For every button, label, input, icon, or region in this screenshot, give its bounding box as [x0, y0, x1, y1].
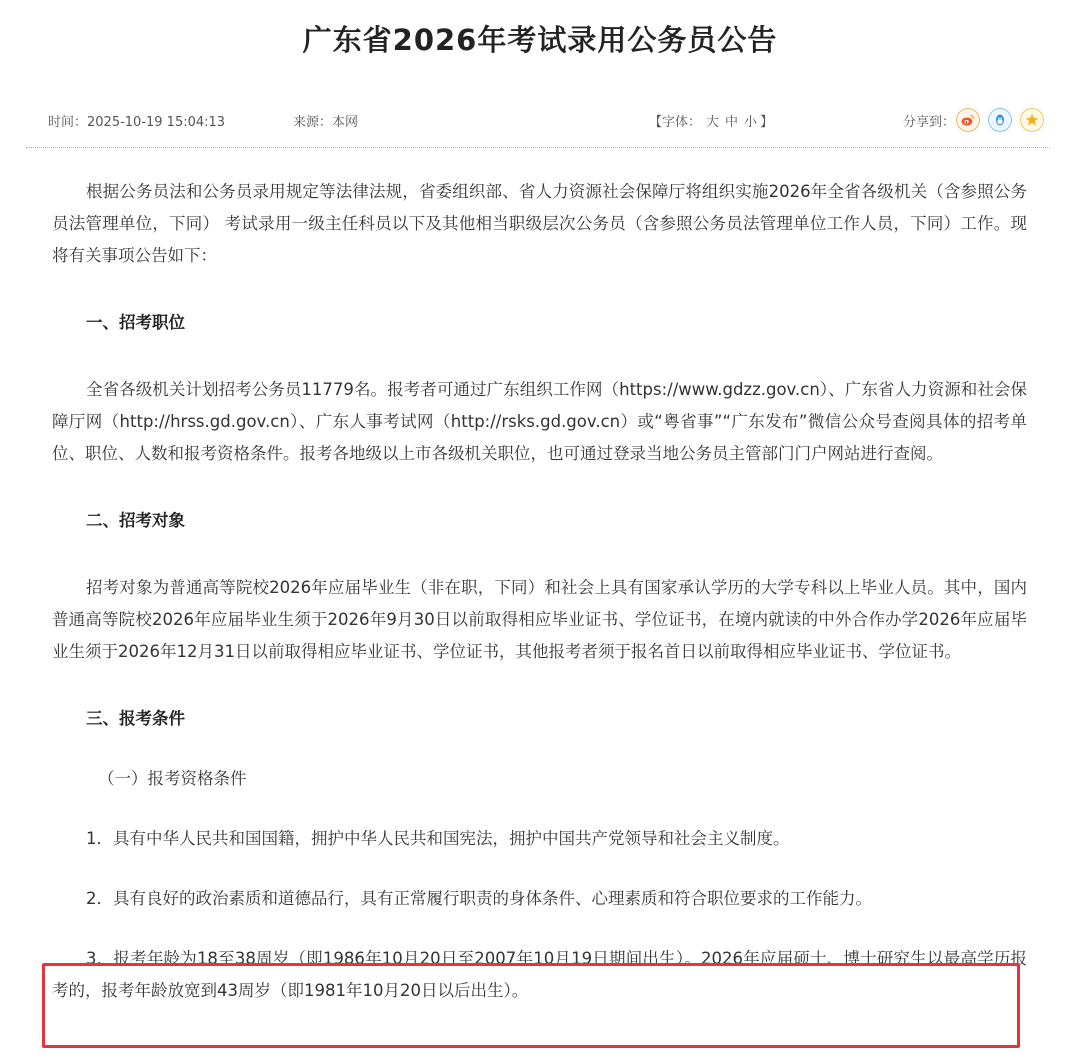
section-paragraph: 招考对象为普通高等院校2026年应届毕业生（非在职，下同）和社会上具有国家承认学历的大学专科以上毕业人员。其中，国内普通高等院校2026年应届毕业生须于2026年9月30日以前取得相应毕业证书、学位证书，在境内就读的中外合作办学2026年应届毕业生须于2026年12月31日以前取得相应毕业证书、学位证书，其他报考者须于报名首日以前取得相应毕业证书、学位证书。 [52, 578, 1027, 661]
qq-icon[interactable] [988, 108, 1012, 132]
share-label: 分享到： [903, 115, 956, 130]
publish-time: 时间：2025-10-19 15:04:13 [48, 115, 226, 130]
meta-divider [26, 147, 1050, 148]
favorite-icon[interactable] [1020, 108, 1044, 132]
section-heading: 三、报考条件 [86, 709, 185, 728]
section-heading: 一、招考职位 [86, 313, 185, 332]
font-size-small[interactable]: 小 [744, 115, 758, 130]
weibo-icon[interactable] [956, 108, 980, 132]
font-size-label: 【字体： [649, 115, 702, 130]
article-meta [0, 108, 1080, 130]
list-item-highlighted: 3．报考年龄为18至38周岁（即1986年10月20日至2007年10月19日期间出生）。2026年应届硕士、博士研究生以最高学历报考的，报考年龄放宽到43周岁（即1981年10月20日以后出生）。 [52, 949, 1027, 1000]
page-title: 广东省2026年考试录用公务员公告 [302, 23, 778, 57]
section-heading: 二、招考对象 [86, 511, 185, 530]
font-size-close: 】 [760, 115, 774, 130]
list-item: 1．具有中华人民共和国国籍，拥护中华人民共和国宪法，拥护中国共产党领导和社会主义制度。 [86, 829, 790, 848]
intro-paragraph: 根据公务员法和公务员录用规定等法律法规，省委组织部、省人力资源社会保障厅将组织实施2026年全省各级机关（含参照公务员法管理单位，下同） 考试录用一级主任科员以下及其他相当职级层次公务员（含参照公务员法管理单位工作人员，下同）工作。现将有关事项公告如下： [52, 182, 1027, 265]
article-source: 来源：本网 [293, 115, 359, 130]
highlight-box [42, 963, 1020, 1048]
font-size-large[interactable]: 大 [706, 115, 720, 130]
subsection-heading: （一）报考资格条件 [98, 769, 247, 788]
list-item: 2．具有良好的政治素质和道德品行，具有正常履行职责的身体条件、心理素质和符合职位要求的工作能力。 [86, 889, 872, 908]
font-size-selector [649, 111, 775, 130]
section-paragraph: 全省各级机关计划招考公务员11779名。报考者可通过广东组织工作网（https://www.gdzz.gov.cn）、广东省人力资源和社会保障厅网（http://hrss.gd.gov.cn）、广东人事考试网（http://rsks.gd.gov.cn）或“粤省事”“广东发布”微信公众号查阅具体的招考单位、职位、人数和报考资格条件。报考各地级以上市各级机关职位，也可通过登录当地公务员主管部门门户网站进行查阅。 [52, 380, 1027, 463]
font-size-medium[interactable]: 中 [725, 115, 739, 130]
article-body [52, 176, 1027, 1007]
